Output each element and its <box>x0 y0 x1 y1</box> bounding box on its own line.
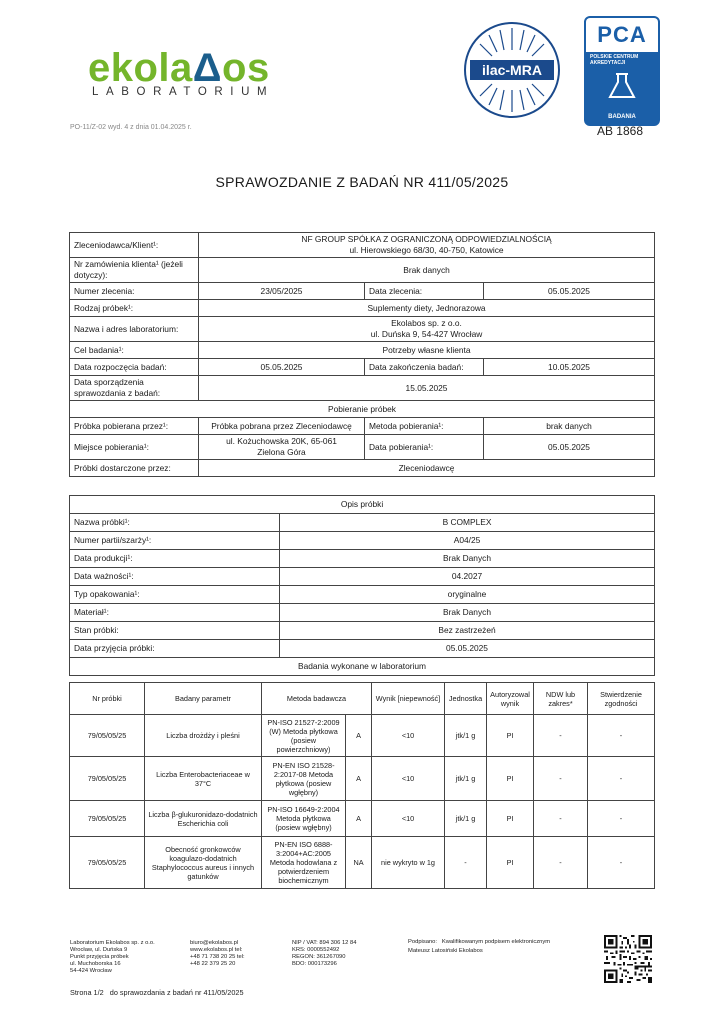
footer-company-line: ul. Muchoborska 16 <box>70 961 121 967</box>
test-dates-row <box>70 359 655 376</box>
sample-row-label: Data przyjęcia próbki: <box>70 640 280 658</box>
client-row <box>70 233 655 258</box>
column-header: Autoryzowal wynik <box>487 683 534 715</box>
order-label: Nr zamówienia klienta¹ (jeżeli dotyczy): <box>70 258 199 283</box>
result-auth: PI <box>487 715 534 757</box>
result-method: PN-ISO 21527-2:2009 (W) Metoda płytkowa (posiew powierzchniowy) <box>262 715 346 757</box>
sampling-method-label: Metoda pobierania¹: <box>365 418 484 435</box>
delivered-value: Zleceniodawcę <box>199 460 655 477</box>
result-nr: 79/05/05/25 <box>70 757 145 801</box>
commission-date-label: Data zlecenia: <box>365 283 484 300</box>
footer-website-link[interactable]: www.ekolabos.pl tel: <box>190 947 243 953</box>
result-row <box>70 837 655 889</box>
footer-phone: +48 22 379 25 20 <box>190 961 236 967</box>
sampling-taker-value: Próbka pobrana przez Zleceniodawcę <box>199 418 365 435</box>
result-method: PN-ISO 16649-2:2004 Metoda płytkowa (posiew wgłębny) <box>262 801 346 837</box>
flask-icon <box>606 72 638 100</box>
page-reference: do sprawozdania z badań nr 411/05/2025 <box>109 988 244 997</box>
client-address: ul. Hierowskiego 68/30, 40-750, Katowice <box>349 245 504 255</box>
delivered-label: Próbki dostarczone przez: <box>70 460 199 477</box>
commission-label: Numer zlecenia: <box>70 283 199 300</box>
result-param: Liczba β-glukuronidazo-dodatnich Escherichia coli <box>145 801 262 837</box>
lab-address: ul. Duńska 9, 54-427 Wrocław <box>370 329 483 339</box>
result-value: nie wykryto w 1g <box>372 837 445 889</box>
sampling-taker-label: Próbka pobierana przez¹: <box>70 418 199 435</box>
result-unit: jtk/1 g <box>445 801 487 837</box>
accreditation-number: AB 1868 <box>596 124 644 138</box>
sample-row-value: A04/25 <box>280 532 655 550</box>
column-header: NDW lub zakres* <box>534 683 588 715</box>
footer-id-line: NIP / VAT: 894 306 12 84 <box>292 940 357 946</box>
report-info-table <box>69 232 655 477</box>
sampling-section-row <box>70 401 655 418</box>
sample-row-value: Brak Danych <box>280 550 655 568</box>
lab-label: Nazwa i adres laboratorium: <box>70 317 199 342</box>
column-header: Metoda badawcza <box>262 683 372 715</box>
result-compliance: - <box>588 757 655 801</box>
column-header: Jednostka <box>445 683 487 715</box>
commission-value: 23/05/2025 <box>199 283 365 300</box>
end-date-label: Data zakończenia badań: <box>365 359 484 376</box>
footer-company-line: Punkt przyjęcia próbek <box>70 954 129 960</box>
sample-row-value: B COMPLEX <box>280 514 655 532</box>
report-date-row <box>70 376 655 401</box>
lab-row <box>70 317 655 342</box>
result-compliance: - <box>588 801 655 837</box>
sampling-method-value: brak danych <box>484 418 655 435</box>
result-ndw: - <box>534 837 588 889</box>
footer-ids <box>292 940 392 968</box>
footer-company-line: Wrocław, ul. Duńska 9 <box>70 947 128 953</box>
sample-row-value: Bez zastrzeżeń <box>280 622 655 640</box>
result-flag: A <box>346 715 372 757</box>
result-auth: PI <box>487 837 534 889</box>
result-method: PN-EN ISO 21528-2:2017-08 Metoda płytkowa (posiew wgłębny) <box>262 757 346 801</box>
pca-logo-text: PCA <box>586 18 658 52</box>
sample-section-header: Opis próbki <box>70 496 655 514</box>
sample-row-label: Data produkcji¹: <box>70 550 280 568</box>
client-name: NF GROUP SPÓŁKA Z OGRANICZONĄ ODPOWIEDZIALNOŚCIĄ <box>301 234 552 244</box>
report-title: SPRAWOZDANIE Z BADAŃ NR 411/05/2025 <box>215 174 509 190</box>
order-value: Brak danych <box>199 258 655 283</box>
result-auth: PI <box>487 801 534 837</box>
result-unit: - <box>445 837 487 889</box>
column-header: Nr próbki <box>70 683 145 715</box>
sample-row-label: Data ważności¹: <box>70 568 280 586</box>
result-compliance: - <box>588 715 655 757</box>
result-nr: 79/05/05/25 <box>70 837 145 889</box>
sample-row-label: Typ opakowania¹: <box>70 586 280 604</box>
results-header-row <box>70 683 655 715</box>
result-nr: 79/05/05/25 <box>70 715 145 757</box>
result-flag: A <box>346 801 372 837</box>
result-ndw: - <box>534 757 588 801</box>
page-footer <box>70 988 244 997</box>
sample-type-label: Rodzaj próbek¹: <box>70 300 199 317</box>
footer-id-line: KRS: 0000552492 <box>292 947 340 953</box>
page-number: Strona 1/2 <box>70 988 104 997</box>
commission-row <box>70 283 655 300</box>
report-date-value: 15.05.2025 <box>199 376 655 401</box>
purpose-value: Potrzeby własne klienta <box>199 342 655 359</box>
result-flag: NA <box>346 837 372 889</box>
start-date-label: Data rozpoczęcia badań: <box>70 359 199 376</box>
sampling-section-header: Pobieranie próbek <box>70 401 655 418</box>
footer-email-link[interactable]: biuro@ekolabos.pl <box>190 940 239 946</box>
start-date-value: 05.05.2025 <box>199 359 365 376</box>
document-code: PO-11/Z-02 wyd. 4 z dnia 01.04.2025 r. <box>70 124 192 131</box>
results-table <box>69 682 655 889</box>
client-value <box>199 233 655 258</box>
pca-badania: BADANIA <box>608 114 636 120</box>
column-header: Badany parametr <box>145 683 262 715</box>
footer-company-line: Laboratorium Ekolabos sp. z o.o. <box>70 940 155 946</box>
lab-value <box>199 317 655 342</box>
lab-name: Ekolabos sp. z o.o. <box>391 318 462 328</box>
sample-row-label: Nazwa próbki¹: <box>70 514 280 532</box>
sampling-date-value: 05.05.2025 <box>484 435 655 460</box>
column-header: Wynik [niepewność] <box>372 683 445 715</box>
footer-company-line: 54-424 Wrocław <box>70 968 112 974</box>
ilac-mra-logo <box>462 20 562 120</box>
sampling-place-line1: ul. Kożuchowska 20K, 65-061 <box>226 436 337 446</box>
footer-contact <box>190 940 290 968</box>
sample-type-row <box>70 300 655 317</box>
sample-row-value: oryginalne <box>280 586 655 604</box>
signer-name: Mateusz Latosiński Ekolabos <box>408 948 483 954</box>
result-param: Obecność gronkowców koagulazo-dodatnich Staphylococcus aureus i innych gatunków <box>145 837 262 889</box>
result-row <box>70 715 655 757</box>
delivered-row <box>70 460 655 477</box>
sampling-place-line2: Zielona Góra <box>257 447 306 457</box>
result-flag: A <box>346 757 372 801</box>
sample-row-value: 05.05.2025 <box>280 640 655 658</box>
result-value: <10 <box>372 757 445 801</box>
result-auth: PI <box>487 757 534 801</box>
signed-value: Kwalifikowanym podpisem elektronicznym <box>441 939 551 945</box>
result-ndw: - <box>534 801 588 837</box>
result-row <box>70 757 655 801</box>
report-date-label: Data sporządzenia sprawozdania z badań: <box>70 376 199 401</box>
result-nr: 79/05/05/25 <box>70 801 145 837</box>
pca-accreditation-logo <box>584 16 660 126</box>
qr-code-icon <box>604 935 652 983</box>
sample-row-value: Brak Danych <box>280 604 655 622</box>
sample-row-label: Numer partii/szarży¹: <box>70 532 280 550</box>
sample-row-label: Stan próbki: <box>70 622 280 640</box>
pca-name: POLSKIE CENTRUM AKREDYTACJI <box>590 54 639 66</box>
footer-phone: +48 71 738 20 25 tel: <box>190 954 245 960</box>
commission-date-value: 05.05.2025 <box>484 283 655 300</box>
sampling-place-label: Miejsce pobierania¹: <box>70 435 199 460</box>
logo-subtitle: LABORATORIUM <box>92 86 275 98</box>
sampling-place-value <box>199 435 365 460</box>
sampling-date-label: Data pobierania¹: <box>365 435 484 460</box>
footer-id-line: BDO: 000173296 <box>292 961 337 967</box>
result-compliance: - <box>588 837 655 889</box>
result-value: <10 <box>372 715 445 757</box>
client-label: Zleceniodawca/Klient¹: <box>70 233 199 258</box>
footer-company <box>70 940 180 975</box>
company-logo: ekolaΔos <box>88 46 270 90</box>
results-section-header: Badania wykonane w laboratorium <box>70 658 655 676</box>
order-row <box>70 258 655 283</box>
end-date-value: 10.05.2025 <box>484 359 655 376</box>
result-unit: jtk/1 g <box>445 757 487 801</box>
purpose-row <box>70 342 655 359</box>
sample-description-table <box>69 495 655 676</box>
result-value: <10 <box>372 801 445 837</box>
signed-label: Podpisano: <box>408 939 438 945</box>
purpose-label: Cel badania¹: <box>70 342 199 359</box>
sample-row-value: 04.2027 <box>280 568 655 586</box>
result-ndw: - <box>534 715 588 757</box>
sample-type-value: Suplementy diety, Jednorazowa <box>199 300 655 317</box>
sampling-taker-row <box>70 418 655 435</box>
footer-id-line: REGON: 361267090 <box>292 954 346 960</box>
ilac-label: ilac-MRA <box>482 62 542 78</box>
sample-row-label: Materiał¹: <box>70 604 280 622</box>
result-unit: jtk/1 g <box>445 715 487 757</box>
column-header: Stwierdzenie zgodności <box>588 683 655 715</box>
result-param: Liczba Enterobacteriaceae w 37°C <box>145 757 262 801</box>
footer-signature <box>408 939 598 955</box>
result-method: PN-EN ISO 6888-3:2004+AC:2005 Metoda hodowlana z potwierdzeniem biochemicznym <box>262 837 346 889</box>
sampling-place-row <box>70 435 655 460</box>
result-param: Liczba drożdży i pleśni <box>145 715 262 757</box>
result-row <box>70 801 655 837</box>
